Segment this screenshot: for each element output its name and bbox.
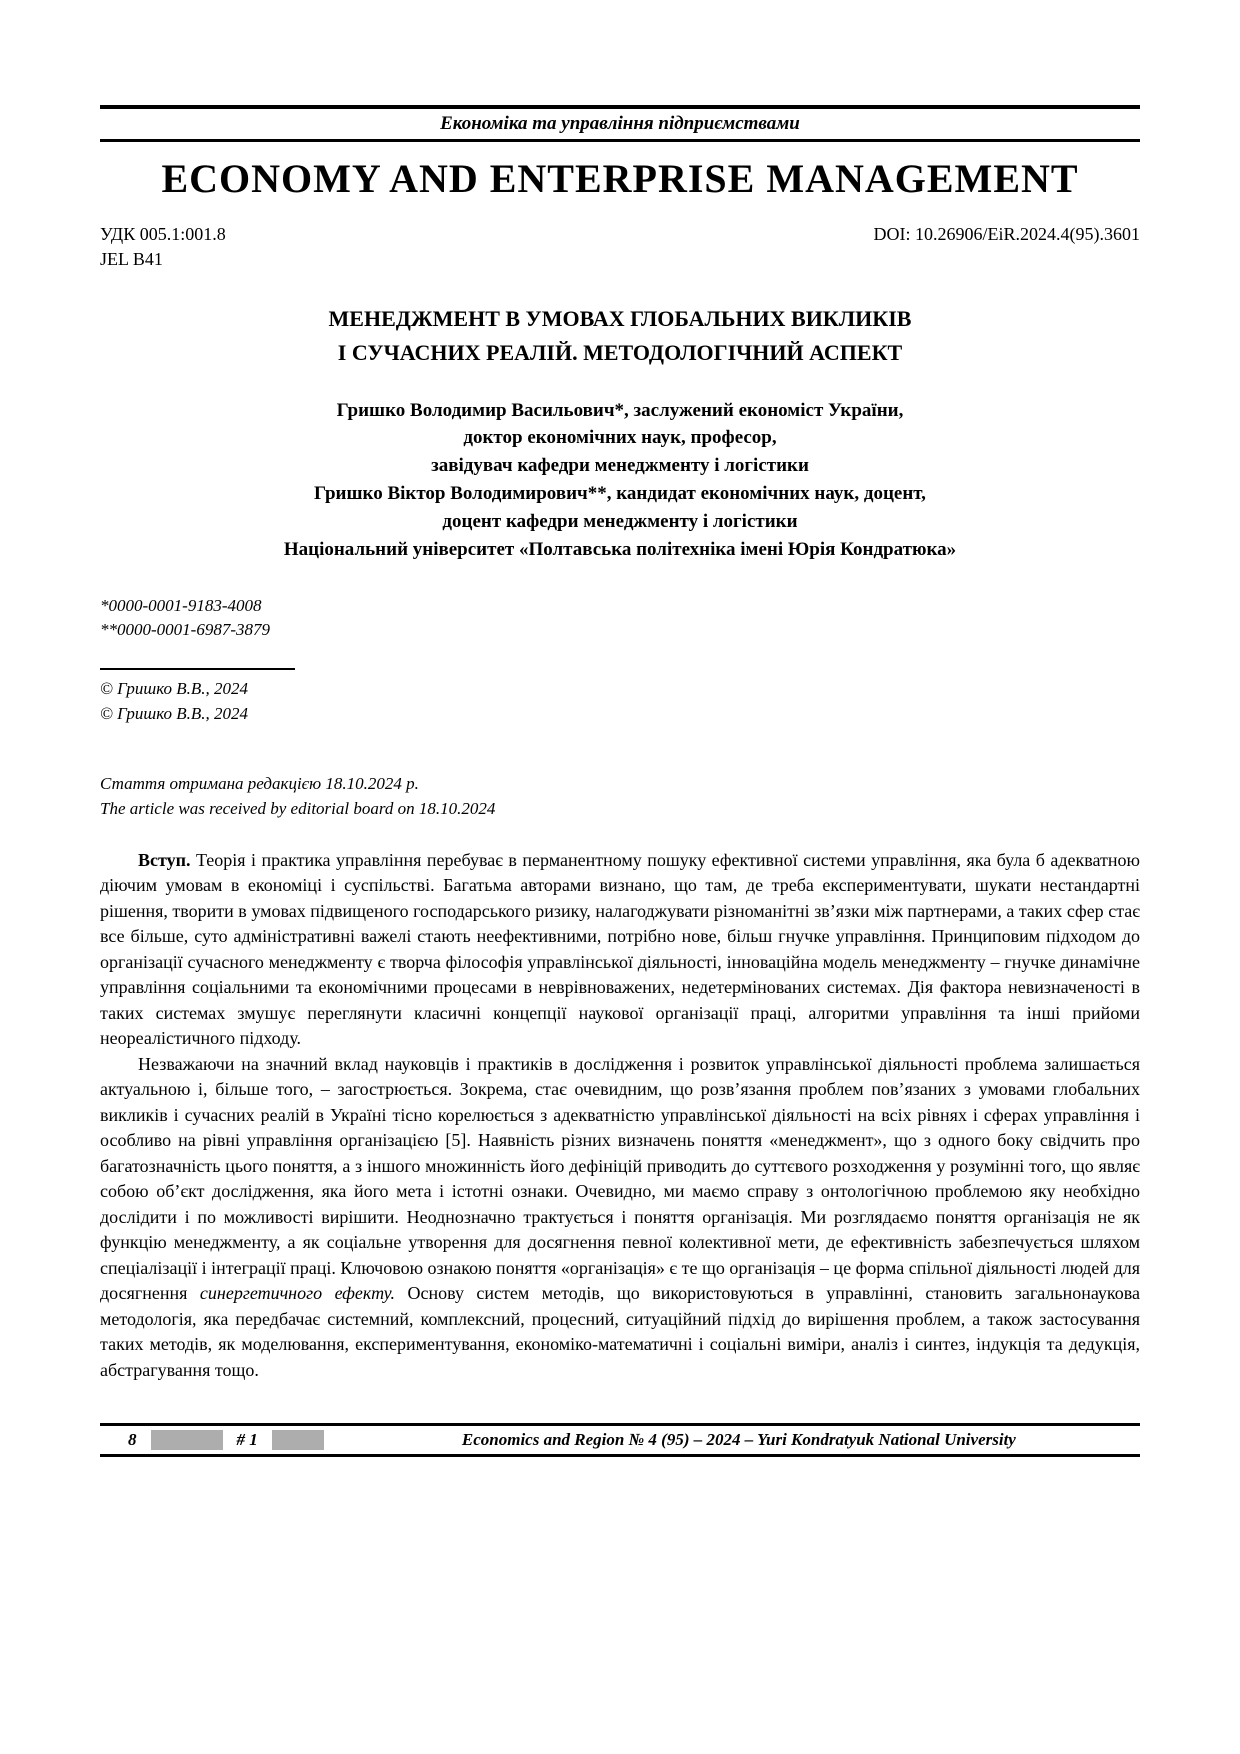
article-title-line1: МЕНЕДЖМЕНТ В УМОВАХ ГЛОБАЛЬНИХ ВИКЛИКІВ (328, 306, 912, 332)
section-title: Економіка та управління підприємствами (440, 113, 800, 134)
copyright-line-2: © Гришко В.В., 2024 (100, 704, 249, 724)
received-line-en: The article was received by editorial board on 18.10.2024 (100, 799, 496, 819)
jel-code: JEL B41 (100, 249, 163, 270)
meta-left (100, 222, 226, 272)
section-header-bar (100, 105, 1140, 142)
paragraph-two-text: Незважаючи на значний вклад науковців і практиків в дослідження і розвиток управлінської діяльності проблема залишається актуальною і, більше того, – загострюється. Зокрема, стає очевидним, що розв’язання проблем пов’язаних з умовами глобальних викликів і сучасних реалій в Україні тісно корелюється з адекватністю управлінської діяльності на всіх рівнях і сферах управління і особливо на рівні управління організацією [5]. Наявність різних визначень поняття «менеджмент», що з одного боку свідчить про багатозначність цього поняття, а з іншого множинність його дефініцій приводить до суттєвого розходження у розумінні того, що являє собою об’єкт дослідження, яка його мета і істотні ознаки. Очевидно, ми маємо справу з онтологічною проблемою яку необхідно дослідити і по можливості вирішити. Неоднозначно трактується і поняття організація. Ми розглядаємо поняття організація не як функцію менеджменту, а як соціальне утворення для досягнення певної колективної мети, де ефективність забезпечується шляхом спеціалізації і інтеграції праці. Ключовою ознакою поняття «організація» є те що організація – це форма спільної діяльності людей для досягнення (100, 1053, 1140, 1304)
footer-journal-line: Economics and Region № 4 (95) – 2024 – Yuri Kondratyuk National University (461, 1430, 1016, 1450)
udc-code: УДК 005.1:001.8 (100, 224, 226, 244)
author-line: Національний університет «Полтавська політехніка імені Юрія Кондратюка» (283, 539, 957, 561)
page-number: 8 (128, 1430, 137, 1450)
author-line: доцент кафедри менеджменту і логістики (442, 511, 798, 533)
authors-block (100, 397, 1140, 565)
page-footer (100, 1423, 1140, 1457)
paragraph-two-text-after: Основу систем методів, що використовуються в управлінні, становить загальнонаукова методологія, яка передбачає системний, комплексний, процесний, ситуаційний підхід до вирішення проблем, а також застосування таких методів, як моделювання, експериментування, економіко-математичні і соціальні виміри, аналіз і синтез, індукція та дедукція, абстрагування тощо. (100, 1283, 1140, 1380)
journal-title: ECONOMY AND ENTERPRISE MANAGEMENT (161, 156, 1079, 201)
orcid-line-2: **0000-0001-6987-3879 (100, 619, 270, 639)
article-body (100, 848, 1140, 1384)
footer-separator-block (272, 1430, 324, 1450)
intro-text: Теорія і практика управління перебуває в перманентному пошуку ефективної системи управління, яка була б адекватною діючим умовам в економіці і суспільстві. Багатьма авторами визнано, що там, де треба експериментувати, шукати нестандартні рішення, творити в умовах підвищеного господарського ризику, налагоджувати різноманітні зв’язки між партнерами, а таких сфер стає все більше, суто адміністративні важелі стають неефективними, потрібно нове, більш гнучке управління. Принциповим підходом до організації сучасного менеджменту є творча філософія управлінської діяльності, інноваційна модель менеджменту – гнучке динамічне управління соціальними та економічними процесами в неврівноважених, недетермінованих системах. Дія фактора невизначеності в таких системах змушує переглянути класичні концепції наукової організації праці, алгоритми управління та інші прийоми неореалістичного підходу. (100, 849, 1140, 1049)
paragraph-two (100, 1052, 1140, 1384)
doi-code: DOI: 10.26906/EiR.2024.4(95).3601 (873, 224, 1140, 244)
author-line: Гришко Володимир Васильович*, заслужений економіст України, (336, 399, 904, 421)
article-title-line2: І СУЧАСНИХ РЕАЛІЙ. МЕТОДОЛОГІЧНИЙ АСПЕКТ (337, 340, 903, 366)
footer-issue-mark: # 1 (236, 1430, 258, 1450)
author-line: завідувач кафедри менеджменту і логістики (431, 455, 809, 477)
intro-lead: Вступ. (138, 849, 191, 870)
orcid-block (100, 594, 1140, 642)
author-line: Гришко Віктор Володимирович**, кандидат економічних наук, доцент, (314, 483, 926, 505)
paragraph-introduction (100, 848, 1140, 1052)
footnote-divider (100, 668, 295, 670)
author-line: доктор економічних наук, професор, (463, 427, 777, 449)
meta-row (100, 222, 1140, 272)
received-block (100, 771, 1140, 822)
received-line-uk: Стаття отримана редакцією 18.10.2024 р. (100, 773, 419, 793)
footer-separator-block (151, 1430, 223, 1450)
copyright-line-1: © Гришко В.В., 2024 (100, 678, 249, 698)
copyright-block (100, 676, 1140, 727)
orcid-line-1: *0000-0001-9183-4008 (100, 596, 262, 616)
article-title (100, 302, 1140, 370)
paragraph-two-italic-term: синергетичного ефекту. (199, 1283, 395, 1304)
